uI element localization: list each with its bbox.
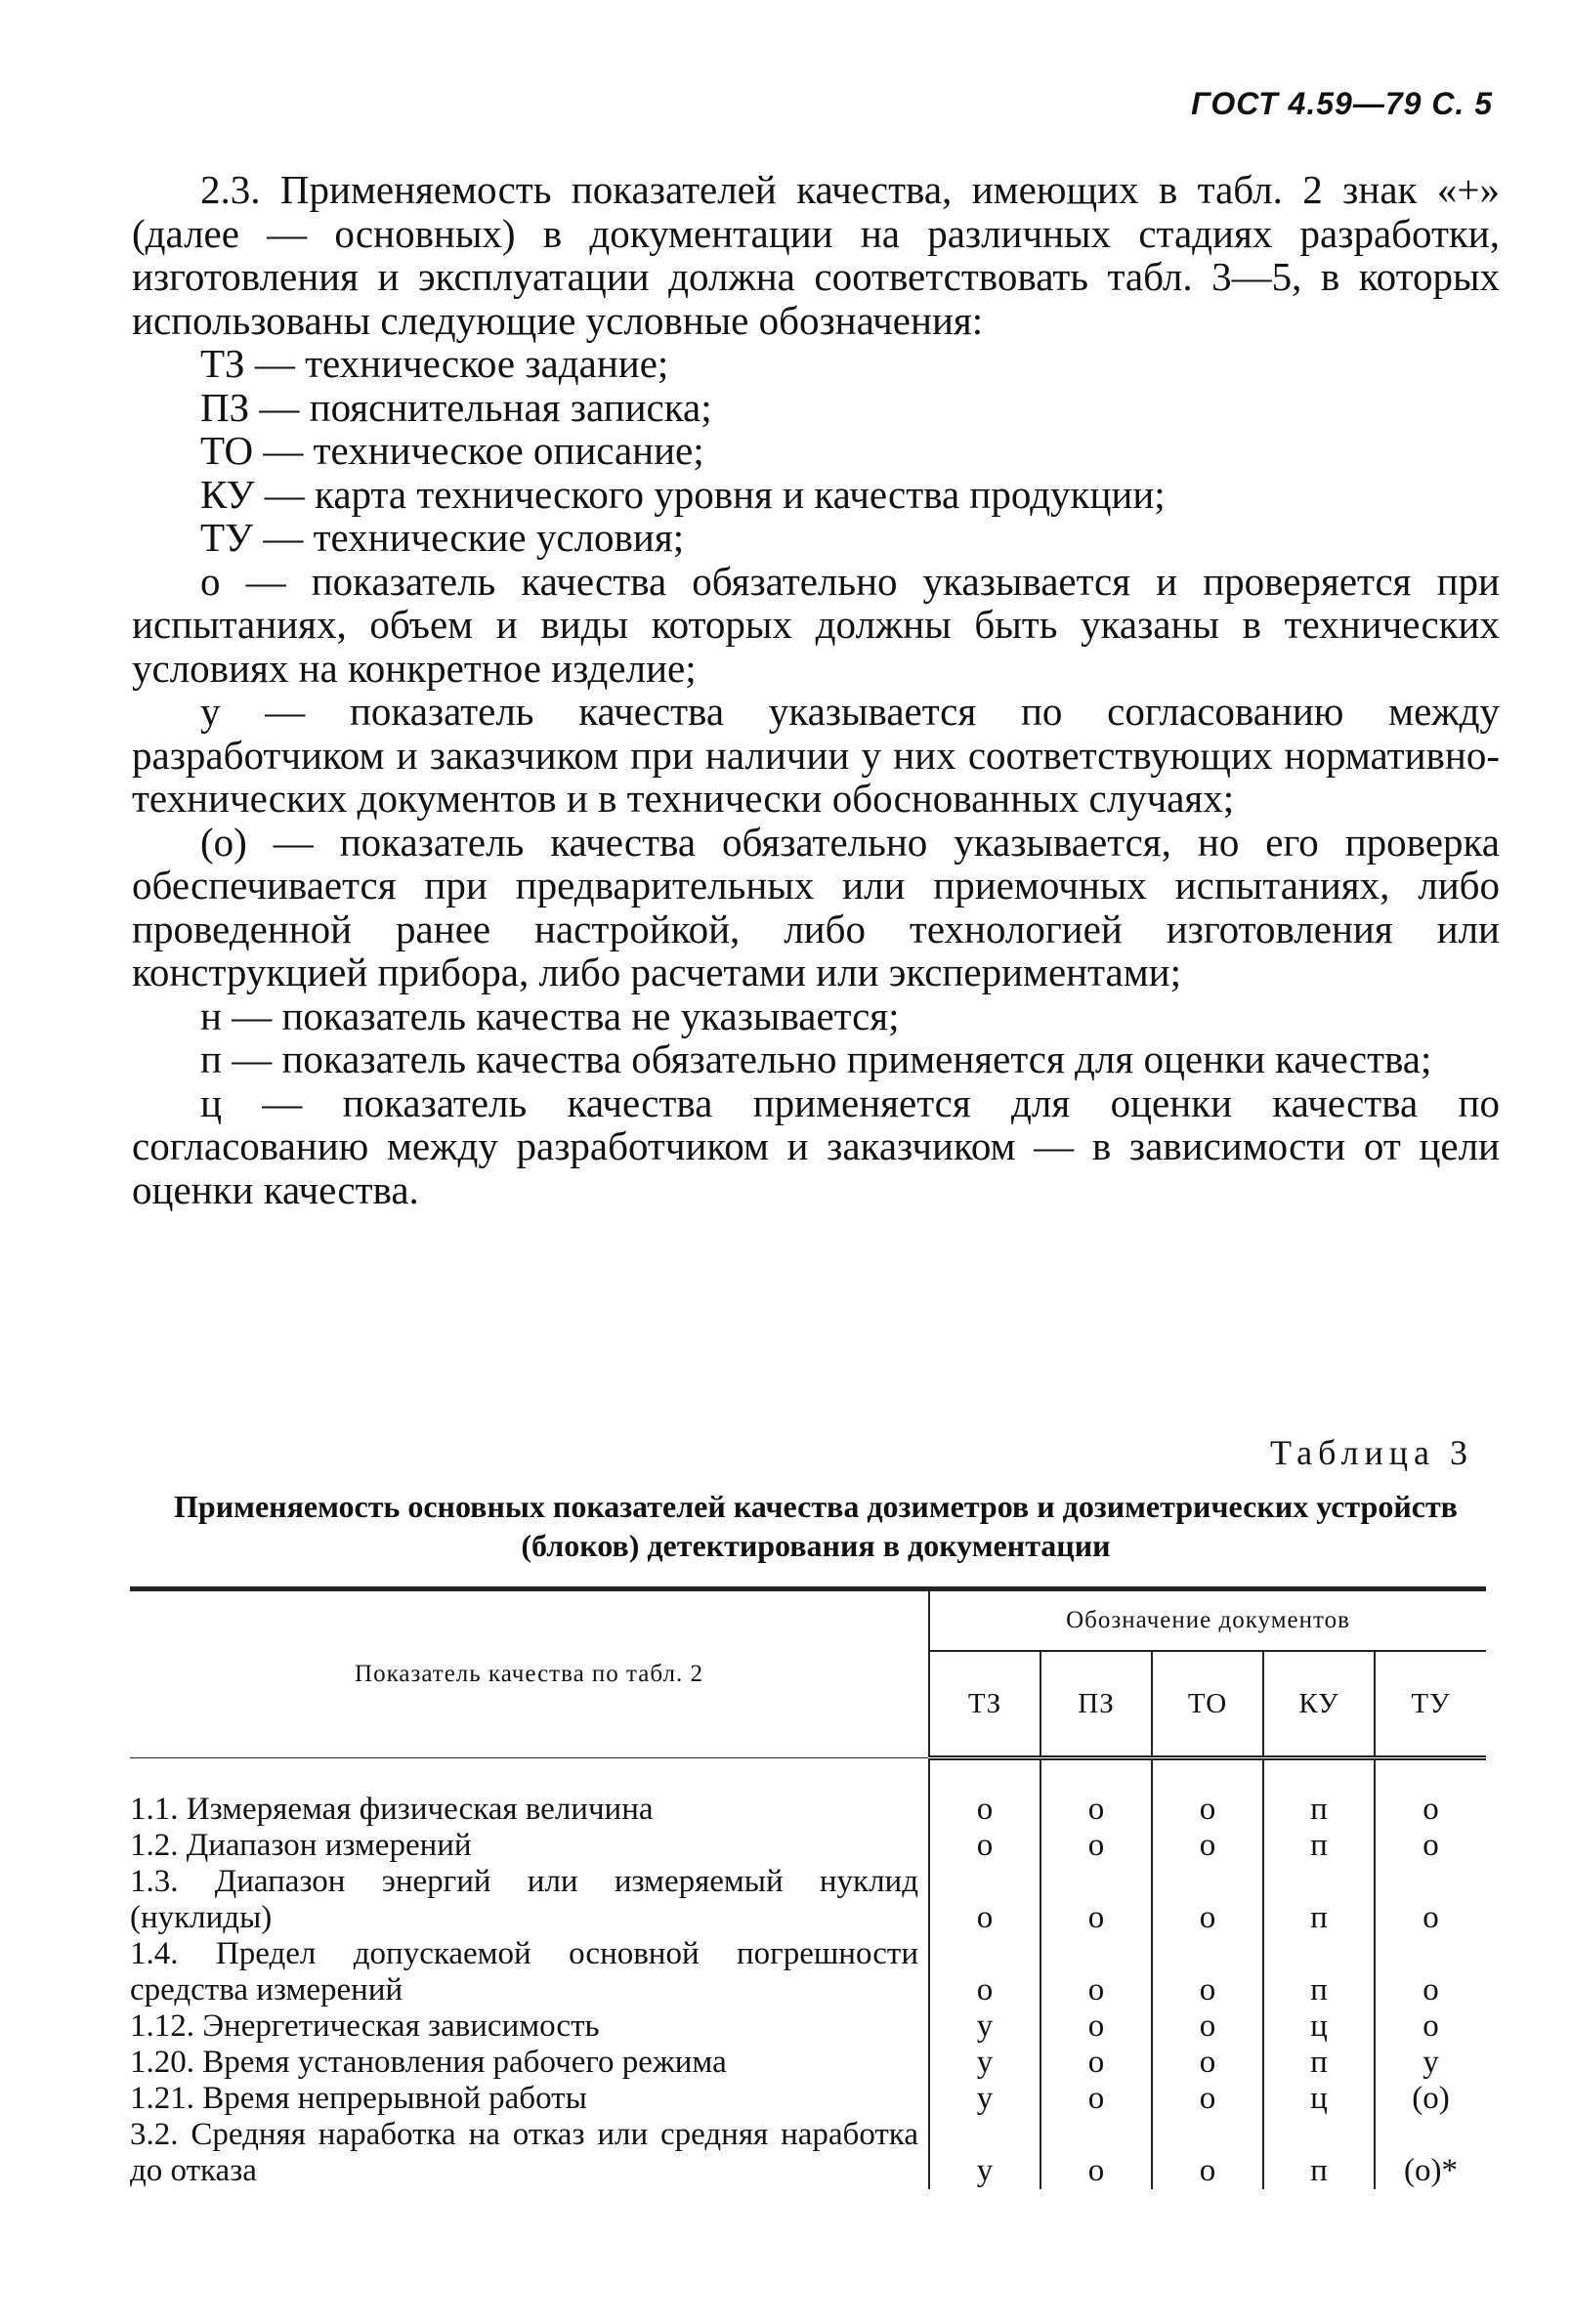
page-header: ГОСТ 4.59—79 С. 5 [1191, 86, 1493, 121]
paragraph: ТУ — технические условия; [200, 515, 685, 560]
cell-tu: (о)* [1404, 2153, 1458, 2188]
column-header-pz: ПЗ [1040, 1651, 1152, 1758]
paragraph: п — показатель качества обязательно применяется для оценки качества; [200, 1036, 1432, 1081]
applicability-table [130, 1591, 1486, 2189]
column-header-tu: ТУ [1375, 1651, 1486, 1758]
paragraph: у — показатель качества указывается по согласованию между разработчиком и заказчиком при наличии у них соответствующих нормативно-технических документов и в технически обоснованных случаях; [132, 689, 1500, 821]
cell-to: о [1152, 2081, 1263, 2117]
cell-tz: о [929, 1864, 1040, 1936]
cell-tz: у [929, 2045, 1040, 2081]
cell-ku: п [1263, 1864, 1375, 1936]
cell-ku: п [1263, 2045, 1375, 2081]
cell-to: о [1152, 1758, 1263, 1829]
table-row [130, 1758, 1486, 1829]
cell-tu: о [1422, 1792, 1439, 1827]
row-param: 1.3. Диапазон энергий или измеряемый нуклид (нуклиды) [130, 1864, 929, 1936]
cell-pz: о [1040, 1828, 1152, 1864]
table-title: Применяемость основных показателей качества дозиметров и дозиметрических устройств (блоков) детектирования в документации [174, 1489, 1458, 1563]
cell-tu: о [1422, 1972, 1439, 2007]
cell-pz: о [1040, 2081, 1152, 2117]
cell-tz: у [929, 2008, 1040, 2045]
row-param: 3.2. Средняя наработка на отказ или средняя наработка до отказа [130, 2117, 929, 2189]
table-number: Таблица 3 [1270, 1433, 1473, 1472]
table-row [130, 1936, 1486, 2008]
row-param: 1.1. Измеряемая физическая величина [130, 1758, 929, 1829]
documents-group-header: Обозначение документов [929, 1591, 1486, 1651]
row-param: 1.21. Время непрерывной работы [130, 2081, 929, 2117]
cell-pz: о [1040, 2008, 1152, 2045]
cell-pz: о [1040, 1758, 1152, 1829]
cell-to: о [1152, 2117, 1263, 2189]
cell-to: о [1152, 2008, 1263, 2045]
column-header-tz: ТЗ [929, 1651, 1040, 1758]
cell-pz: о [1040, 2117, 1152, 2189]
cell-tz: о [929, 1758, 1040, 1829]
paragraph: (о) — показатель качества обязательно указывается, но его проверка обеспечивается при предварительных или приемочных испытаниях, либо проведенной ранее настройкой, либо технологией изготовления или конструкцией прибора, либо расчетами или экспериментами; [132, 819, 1500, 994]
cell-to: о [1152, 1936, 1263, 2008]
row-param: 1.4. Предел допускаемой основной погрешности средства измерений [130, 1936, 929, 2008]
column-header-to: ТО [1152, 1651, 1263, 1758]
table-row [130, 2081, 1486, 2117]
cell-to: о [1152, 1864, 1263, 1936]
cell-tu: о [1422, 1900, 1439, 1935]
paragraph: о — показатель качества обязательно указывается и проверяется при испытаниях, объем и виды которых должны быть указаны в технических условиях на конкретное изделие; [132, 558, 1500, 691]
cell-tz: у [929, 2117, 1040, 2189]
cell-to: о [1152, 2045, 1263, 2081]
cell-ku: п [1263, 1758, 1375, 1829]
cell-ku: п [1263, 2117, 1375, 2189]
paragraph: ПЗ — пояснительная записка; [200, 384, 712, 430]
column-header-ku: КУ [1263, 1651, 1375, 1758]
cell-tz: о [929, 1828, 1040, 1864]
cell-tz: у [929, 2081, 1040, 2117]
cell-pz: о [1040, 1936, 1152, 2008]
table-row [130, 2117, 1486, 2189]
paragraph: 2.3. Применяемость показателей качества, имеющих в табл. 2 знак «+» (далее — основных) в документации на различных стадиях разработки, изготовления и эксплуатации должна соответствовать табл. 3—5, в которых использованы следующие условные обозначения: [132, 167, 1500, 343]
cell-ku: п [1263, 1828, 1375, 1864]
row-param: 1.20. Время установления рабочего режима [130, 2045, 929, 2081]
row-param: 1.12. Энергетическая зависимость [130, 2008, 929, 2045]
cell-tu: у [1422, 2045, 1439, 2080]
cell-ku: ц [1263, 2081, 1375, 2117]
cell-ku: ц [1263, 2008, 1375, 2045]
table-row [130, 2045, 1486, 2081]
paragraph: ц — показатель качества применяется для оценки качества по согласованию между разработчиком и заказчиком — в зависимости от цели оценки качества. [132, 1079, 1500, 1212]
row-param: 1.2. Диапазон измерений [130, 1828, 929, 1864]
cell-pz: о [1040, 1864, 1152, 1936]
cell-pz: о [1040, 2045, 1152, 2081]
cell-tu: о [1422, 2008, 1439, 2044]
paragraph: ТО — техническое описание; [200, 428, 704, 473]
cell-tu: (о) [1412, 2081, 1450, 2116]
param-column-header: Показатель качества по табл. 2 [130, 1591, 929, 1758]
paragraph: КУ — карта технического уровня и качества продукции; [200, 471, 1166, 517]
table-row [130, 2008, 1486, 2045]
table-container [130, 1586, 1486, 2189]
cell-ku: п [1263, 1936, 1375, 2008]
paragraph: ТЗ — техническое задание; [200, 341, 669, 386]
cell-tu: о [1422, 1828, 1439, 1863]
table-row [130, 1864, 1486, 1936]
paragraph: н — показатель качества не указывается; [200, 993, 900, 1038]
cell-tz: о [929, 1936, 1040, 2008]
cell-to: о [1152, 1828, 1263, 1864]
table-row [130, 1828, 1486, 1864]
body-text [132, 168, 1500, 1211]
